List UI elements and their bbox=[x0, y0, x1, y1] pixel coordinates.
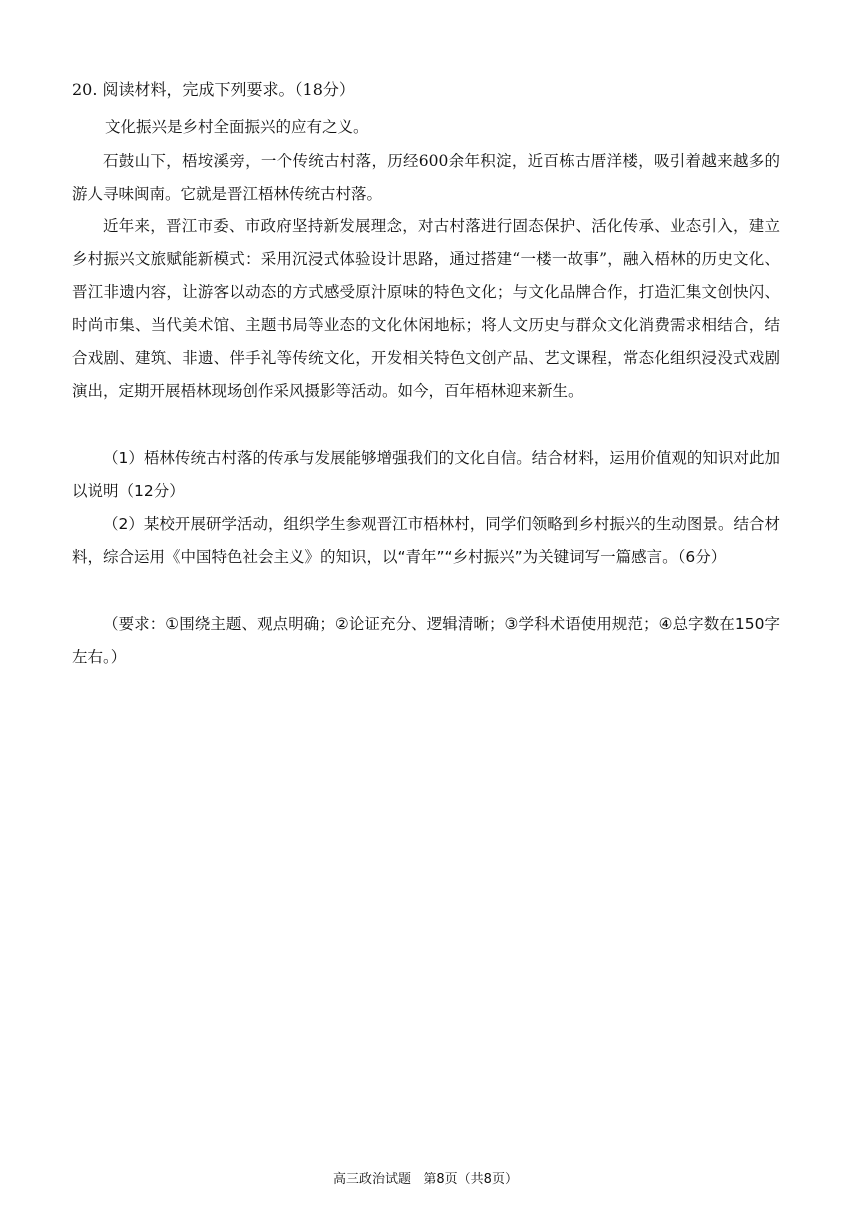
material-paragraph-2: 近年来，晋江市委、市政府坚持新发展理念，对古村落进行固态保护、活化传承、业态引入，建立乡村振兴文旅赋能新模式：采用沉浸式体验设计思路，通过搭建“一楼一故事”，融入梧林的历史文化、晋江非遗内容，让游客以动态的方式感受原汁原味的特色文化；与文化品牌合作，打造汇集文创快闪、时尚市集、当代美术馆、主题书局等业态的文化休闲地标；将人文历史与群众文化消费需求相结合，结合戏剧、建筑、非遗、伴手礼等传统文化，开发相关特色文创产品、艺文课程，常态化组织浸没式戏剧演出，定期开展梧林现场创作采风摄影等活动。如今，百年梧林迎来新生。 bbox=[72, 217, 780, 400]
sub-question-1: （1）梧林传统古村落的传承与发展能够增强我们的文化自信。结合材料，运用价值观的知识对此加以说明（12分） bbox=[72, 449, 780, 500]
material-intro: 文化振兴是乡村全面振兴的应有之义。 bbox=[105, 118, 369, 136]
answer-requirements: （要求：①围绕主题、观点明确；②论证充分、逻辑清晰；③学科术语使用规范；④总字数在150字左右。） bbox=[72, 615, 780, 666]
question-title: 20. 阅读材料，完成下列要求。（18分） bbox=[72, 80, 355, 99]
sub-question-2: （2）某校开展研学活动，组织学生参观晋江市梧林村，同学们领略到乡村振兴的生动图景。结合材料，综合运用《中国特色社会主义》的知识，以“青年”“乡村振兴”为关键词写一篇感言。（6分） bbox=[72, 515, 780, 566]
page-footer: 高三政治试题 第8页（共8页） bbox=[333, 1172, 518, 1187]
material-paragraph-1: 石鼓山下，梧垵溪旁，一个传统古村落，历经600余年积淀，近百栋古厝洋楼，吸引着越来越多的游人寻味闽南。它就是晋江梧林传统古村落。 bbox=[72, 152, 780, 203]
